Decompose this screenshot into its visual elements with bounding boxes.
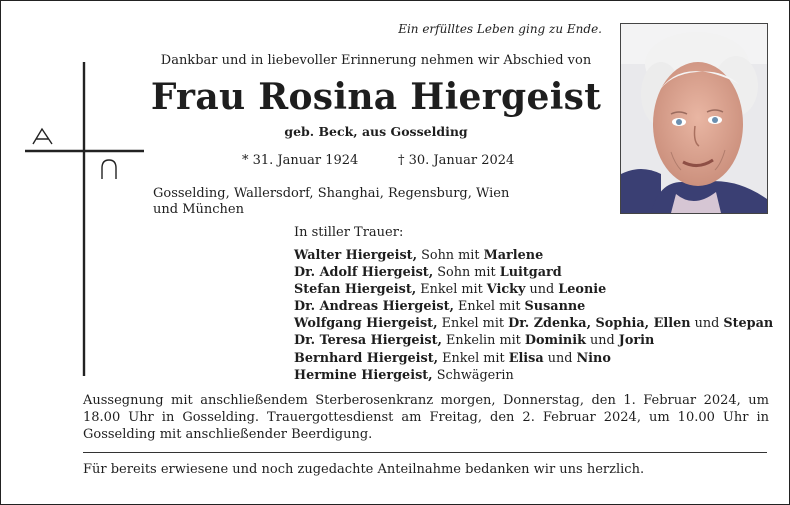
mourner-text: Sohn mit [417,248,484,263]
birth-date: * 31. Januar 1924 [242,153,359,168]
mourner-text: Dominik [524,333,586,349]
mourner-row [294,247,773,264]
mourner-text: Luitgard [499,265,562,281]
mourner-text: Dr. Zdenka, Sophia, Ellen [508,316,691,332]
mourner-text: Enkel mit [416,282,487,298]
maiden-name: geb. Beck, aus Gosselding [284,124,468,139]
mourner-text: Bernhard Hiergeist, [294,350,439,366]
cross-alpha-omega-icon [20,58,150,378]
mourner-text: Dr. Teresa Hiergeist, [294,333,442,349]
death-date: † 30. Januar 2024 [398,153,515,168]
mourner-row [294,350,773,367]
mourning-label: In stiller Trauer: [294,225,404,240]
mourner-text: Hermine Hiergeist, [294,367,433,383]
mourner-text: Susanne [524,299,586,315]
mourners-list [294,247,773,384]
mourner-text: Stepan [723,316,774,332]
mourner-text: und [690,316,724,332]
mourner-text: Schwägerin [432,367,514,383]
mourner-text: Stefan Hiergeist, [294,282,417,298]
mourner-text: Wolfgang Hiergeist, [294,316,438,332]
mourner-text: Enkel mit [438,350,509,366]
mourner-text: Vicky [486,282,526,298]
mourner-text: Dr. Adolf Hiergeist, [294,265,434,281]
mourner-row [294,315,773,332]
motto-text: Ein erfülltes Leben ging zu Ende. [398,22,602,36]
mourner-text: Elisa [508,350,544,366]
thanks-text: Für bereits erwiesene und noch zugedachte Anteilnahme bedanken wir uns herzlich. [83,462,645,477]
mourner-text: Walter Hiergeist, [294,248,418,263]
deceased-name: Frau Rosina Hiergeist [150,76,602,118]
mourner-text: und [525,282,559,298]
mourner-text: Enkelin mit [441,333,525,349]
mourner-text: Nino [576,350,611,366]
divider [83,452,767,453]
mourner-text: und [585,333,619,349]
portrait-photo [620,23,768,214]
mourner-row [294,298,773,315]
places-text: Gosselding, Wallersdorf, Shanghai, Regensburg, Wien und München [153,186,510,217]
mourner-row [294,281,773,298]
mourner-text: Enkel mit [453,299,525,315]
mourner-text: Jorin [618,333,655,349]
mourner-text: Sohn mit [433,265,500,281]
mourner-text: Enkel mit [437,316,509,332]
mourner-text: Dr. Andreas Hiergeist, [294,299,454,315]
mourner-row [294,367,773,384]
mourner-text: Marlene [483,248,544,263]
intro-text: Dankbar und in liebevoller Erinnerung nehmen wir Abschied von [160,53,592,68]
mourner-text: Leonie [558,282,607,298]
mourner-row [294,332,773,349]
mourner-text: und [543,350,577,366]
service-text: Aussegnung mit anschließendem Sterberosenkranz morgen, Donnerstag, den 1. Februar 2024, um 18.00 Uhr in Gosselding. Trauergottesdienst am Freitag, den 2. Februar 2024, um 10.00 Uhr in Gosselding mit anschließender Beerdigung. [83,393,769,442]
mourner-row [294,264,773,281]
